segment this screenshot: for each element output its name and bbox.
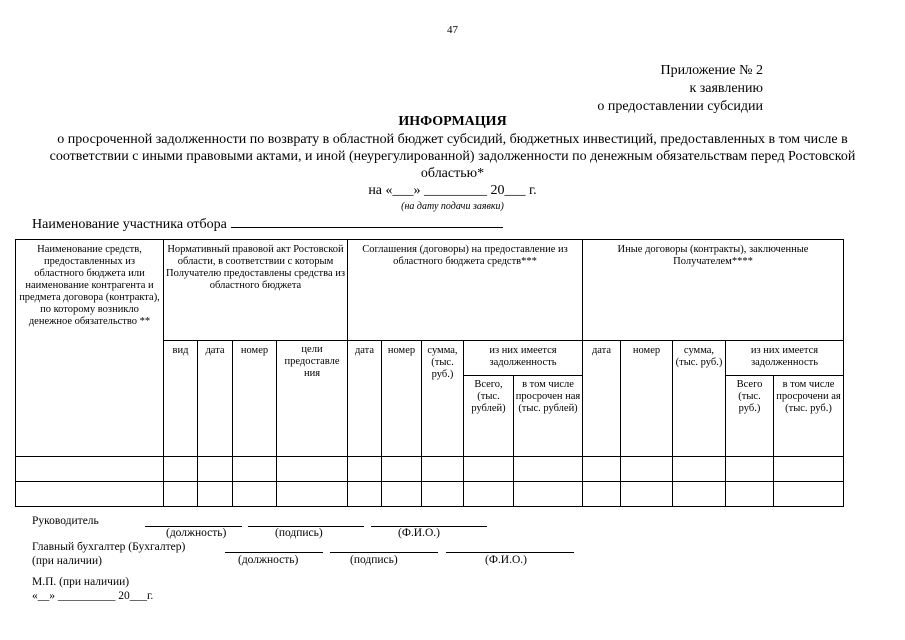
table-cell[interactable] [277,457,348,482]
table-cell[interactable] [422,482,464,507]
header-oth-debt: из них имеется задолженность [726,341,844,376]
table-cell[interactable] [348,457,382,482]
header-oth-debt-overdue: в том числе просрочени ая (тыс. руб.) [774,376,844,457]
header-funds-name: Наименование средств, предоставленных из областного бюджета или наименование контрагента и предмета договора (контракта), по которому возникло денежное обязательство ** [16,240,164,457]
appendix-line-1: Приложение № 2 [660,63,763,78]
table-cell[interactable] [673,457,726,482]
table-cell[interactable] [348,482,382,507]
header-agreements: Соглашения (договоры) на предоставление из областного бюджета средств*** [348,240,583,341]
participant-name-field[interactable] [231,214,503,228]
table-cell[interactable] [233,457,277,482]
table-cell[interactable] [233,482,277,507]
header-oth-sum: сумма, (тыс. руб.) [673,341,726,457]
table-cell[interactable] [382,482,422,507]
table-cell[interactable] [726,482,774,507]
table-cell[interactable] [583,457,621,482]
table-cell[interactable] [464,457,514,482]
head-name-caption: (Ф.И.О.) [398,527,440,539]
table-cell[interactable] [774,482,844,507]
table-cell[interactable] [16,457,164,482]
head-signature-caption: (подпись) [275,527,323,539]
table-cell[interactable] [514,482,583,507]
debt-table [15,239,844,507]
table-row [16,482,844,507]
table-cell[interactable] [514,457,583,482]
document-title: ИНФОРМАЦИЯ [398,114,507,129]
table-cell[interactable] [16,482,164,507]
table-cell[interactable] [382,457,422,482]
date-note: (на дату подачи заявки) [401,201,504,212]
participant-row [32,214,503,233]
table-cell[interactable] [774,457,844,482]
accountant-position-caption: (должность) [238,554,299,566]
header-agr-debt-total: Всего, (тыс. рублей) [464,376,514,457]
stamp-label: М.П. (при наличии) [32,576,130,588]
page-number: 47 [447,24,458,36]
header-agr-date: дата [348,341,382,457]
appendix-line-2: к заявлению [689,81,763,96]
table-cell[interactable] [673,482,726,507]
header-oth-debt-total: Всего (тыс. руб.) [726,376,774,457]
header-act-date: дата [198,341,233,457]
document-subtitle: о просроченной задолженности по возврату в областной бюджет субсидий, бюджетных инвестиций, предоставленных в том числе в соответствии с иными правовыми актами, и иной (неурегулированной) задолженности по денежным обязательствам перед Ростовской областью* [49,132,856,181]
appendix-header [597,62,763,116]
table-cell[interactable] [621,457,673,482]
header-agr-sum: сумма, (тыс. руб.) [422,341,464,457]
header-act-type: вид [164,341,198,457]
table-cell[interactable] [198,482,233,507]
accountant-name-caption: (Ф.И.О.) [485,554,527,566]
date-line: на «___» _________ 20___ г. [368,183,537,198]
header-act-purpose: цели предоставле ния [277,341,348,457]
accountant-signature-caption: (подпись) [350,554,398,566]
table-cell[interactable] [583,482,621,507]
accountant-label-note: (при наличии) [32,555,102,567]
table-row [16,457,844,482]
accountant-label: Главный бухгалтер (Бухгалтер) [32,541,186,553]
accountant-position-line[interactable] [225,552,323,553]
table-cell[interactable] [422,457,464,482]
header-agr-debt: из них имеется задолженность [464,341,583,376]
header-oth-number: номер [621,341,673,457]
head-position-caption: (должность) [166,527,227,539]
accountant-signature-line[interactable] [330,552,438,553]
head-label: Руководитель [32,515,99,527]
table-cell[interactable] [621,482,673,507]
participant-label: Наименование участника отбора [32,217,227,232]
table-cell[interactable] [277,482,348,507]
header-act-number: номер [233,341,277,457]
signature-date: «__» __________ 20___г. [32,590,154,602]
header-oth-date: дата [583,341,621,457]
header-agr-number: номер [382,341,422,457]
accountant-name-line[interactable] [446,552,574,553]
header-other-contracts: Иные договоры (контракты), заключенные Получателем**** [583,240,844,341]
table-cell[interactable] [726,457,774,482]
table-cell[interactable] [198,457,233,482]
table-cell[interactable] [164,457,198,482]
header-agr-debt-overdue: в том числе просрочен ная (тыс. рублей) [514,376,583,457]
table-cell[interactable] [164,482,198,507]
appendix-line-3: о предоставлении субсидии [597,99,763,114]
table-cell[interactable] [464,482,514,507]
header-legal-act: Нормативный правовой акт Ростовской области, в соответствии с которым Получателю предоставлены средства из областного бюджета [164,240,348,341]
